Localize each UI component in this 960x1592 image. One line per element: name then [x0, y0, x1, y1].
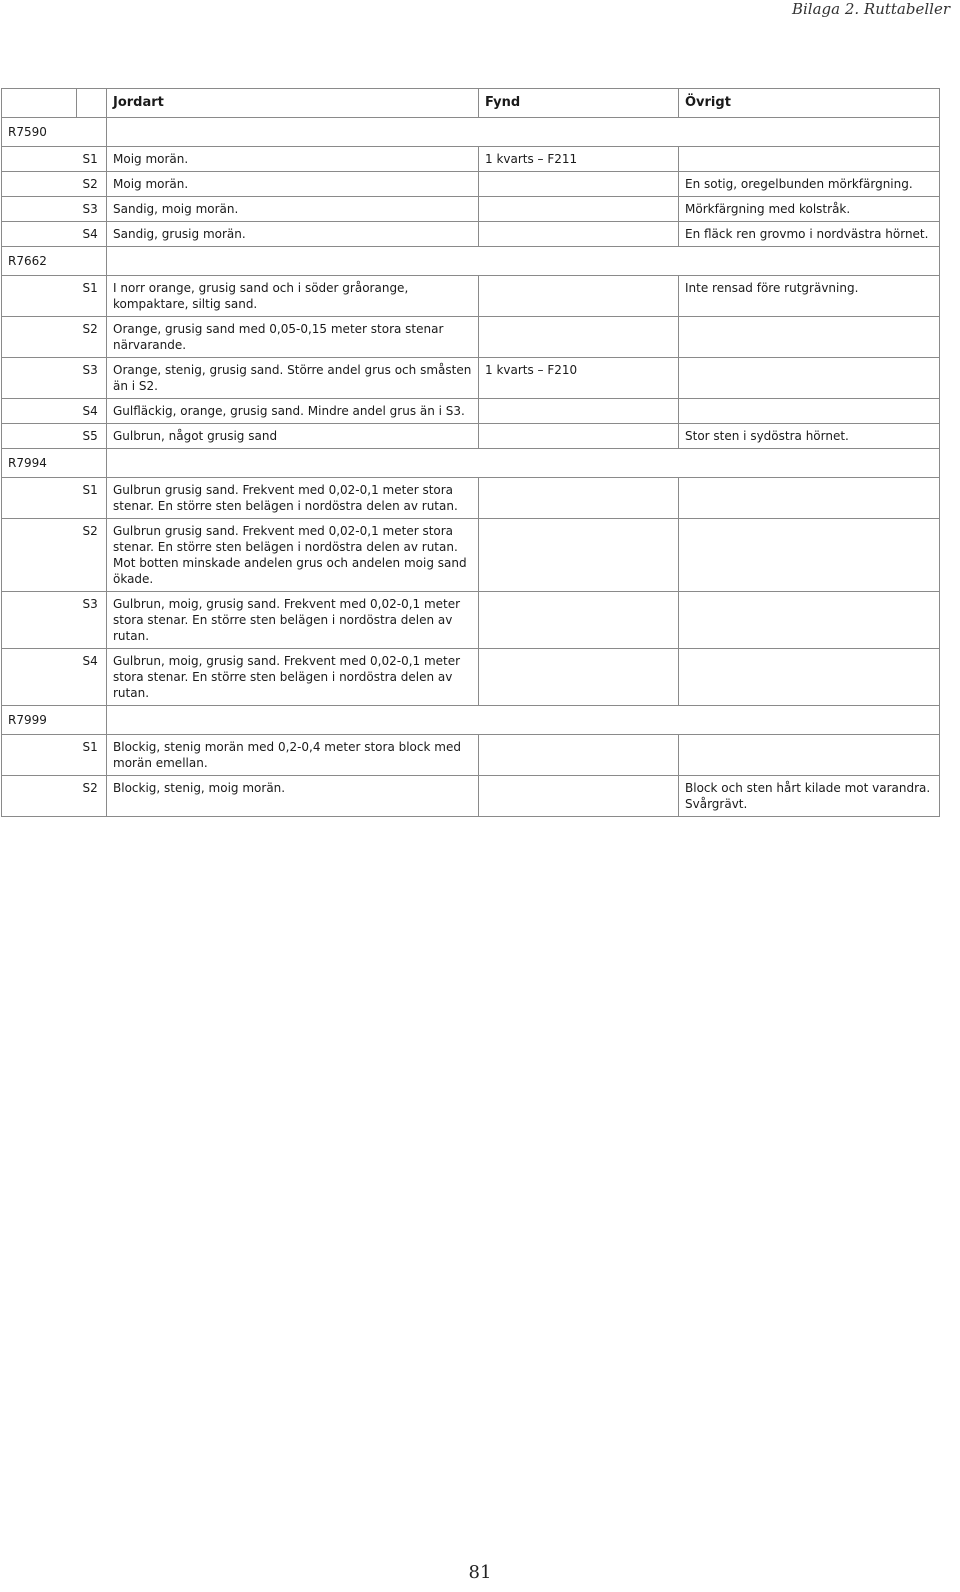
section-id: S1: [77, 147, 107, 172]
rute-blank: [107, 706, 940, 735]
jordart-cell: Orange, stenig, grusig sand. Större andel grus och småsten än i S2.: [107, 358, 479, 399]
ovrigt-cell: [679, 519, 940, 592]
fynd-cell: 1 kvarts – F210: [479, 358, 679, 399]
indent-cell: [2, 276, 77, 317]
table-body: [2, 118, 940, 817]
rute-id: R7662: [2, 247, 107, 276]
running-head: Bilaga 2. Ruttabeller: [791, 0, 950, 18]
rute-row: [2, 118, 940, 147]
section-id: S4: [77, 649, 107, 706]
ovrigt-cell: Block och sten hårt kilade mot varandra. Svårgrävt.: [679, 776, 940, 817]
rute-id: R7590: [2, 118, 107, 147]
fynd-cell: [479, 276, 679, 317]
jordart-cell: Sandig, grusig morän.: [107, 222, 479, 247]
ovrigt-cell: [679, 317, 940, 358]
table-header-row: [2, 89, 940, 118]
ovrigt-cell: Mörkfärgning med kolstråk.: [679, 197, 940, 222]
indent-cell: [2, 399, 77, 424]
table-row: [2, 147, 940, 172]
fynd-cell: [479, 424, 679, 449]
jordart-cell: Moig morän.: [107, 172, 479, 197]
rute-blank: [107, 247, 940, 276]
indent-cell: [2, 735, 77, 776]
section-id: S1: [77, 276, 107, 317]
section-id: S3: [77, 358, 107, 399]
table-row: [2, 358, 940, 399]
route-table: [1, 88, 940, 817]
table-row: [2, 776, 940, 817]
jordart-cell: Gulbrun, moig, grusig sand. Frekvent med 0,02-0,1 meter stora stenar. En större sten belägen i nordöstra delen av rutan.: [107, 592, 479, 649]
header-blank-sec: [77, 89, 107, 118]
jordart-cell: Gulbrun, moig, grusig sand. Frekvent med 0,02-0,1 meter stora stenar. En större sten belägen i nordöstra delen av rutan.: [107, 649, 479, 706]
section-id: S1: [77, 478, 107, 519]
jordart-cell: Gulbrun, något grusig sand: [107, 424, 479, 449]
indent-cell: [2, 519, 77, 592]
fynd-cell: [479, 399, 679, 424]
ovrigt-cell: En sotig, oregelbunden mörkfärgning.: [679, 172, 940, 197]
jordart-cell: Orange, grusig sand med 0,05-0,15 meter stora stenar närvarande.: [107, 317, 479, 358]
table-row: [2, 649, 940, 706]
fynd-cell: [479, 649, 679, 706]
fynd-cell: [479, 592, 679, 649]
section-id: S4: [77, 222, 107, 247]
fynd-cell: 1 kvarts – F211: [479, 147, 679, 172]
ovrigt-cell: [679, 735, 940, 776]
ovrigt-cell: [679, 147, 940, 172]
indent-cell: [2, 649, 77, 706]
rute-row: [2, 449, 940, 478]
section-id: S2: [77, 519, 107, 592]
ovrigt-cell: [679, 649, 940, 706]
jordart-cell: Gulbrun grusig sand. Frekvent med 0,02-0,1 meter stora stenar. En större sten belägen i nordöstra delen av rutan. Mot botten minskade andelen grus och andelen moig sand ökade.: [107, 519, 479, 592]
ovrigt-cell: [679, 478, 940, 519]
jordart-cell: Sandig, moig morän.: [107, 197, 479, 222]
indent-cell: [2, 776, 77, 817]
header-fynd: Fynd: [479, 89, 679, 118]
table-row: [2, 172, 940, 197]
section-id: S2: [77, 172, 107, 197]
fynd-cell: [479, 172, 679, 197]
fynd-cell: [479, 197, 679, 222]
fynd-cell: [479, 519, 679, 592]
table-row: [2, 735, 940, 776]
jordart-cell: Gulbrun grusig sand. Frekvent med 0,02-0,1 meter stora stenar. En större sten belägen i nordöstra delen av rutan.: [107, 478, 479, 519]
indent-cell: [2, 424, 77, 449]
table-row: [2, 276, 940, 317]
fynd-cell: [479, 222, 679, 247]
indent-cell: [2, 147, 77, 172]
rute-row: [2, 706, 940, 735]
header-jordart: Jordart: [107, 89, 479, 118]
section-id: S1: [77, 735, 107, 776]
table-row: [2, 399, 940, 424]
indent-cell: [2, 358, 77, 399]
fynd-cell: [479, 478, 679, 519]
section-id: S4: [77, 399, 107, 424]
header-ovrigt: Övrigt: [679, 89, 940, 118]
fynd-cell: [479, 776, 679, 817]
indent-cell: [2, 172, 77, 197]
jordart-cell: Moig morän.: [107, 147, 479, 172]
jordart-cell: Gulfläckig, orange, grusig sand. Mindre andel grus än i S3.: [107, 399, 479, 424]
indent-cell: [2, 222, 77, 247]
table-row: [2, 592, 940, 649]
table-row: [2, 478, 940, 519]
section-id: S5: [77, 424, 107, 449]
ovrigt-cell: [679, 399, 940, 424]
section-id: S3: [77, 592, 107, 649]
jordart-cell: Blockig, stenig morän med 0,2-0,4 meter stora block med morän emellan.: [107, 735, 479, 776]
section-id: S3: [77, 197, 107, 222]
table-row: [2, 222, 940, 247]
header-blank: [2, 89, 77, 118]
indent-cell: [2, 317, 77, 358]
ovrigt-cell: Inte rensad före rutgrävning.: [679, 276, 940, 317]
section-id: S2: [77, 317, 107, 358]
table-row: [2, 519, 940, 592]
ovrigt-cell: [679, 358, 940, 399]
jordart-cell: Blockig, stenig, moig morän.: [107, 776, 479, 817]
table-row: [2, 424, 940, 449]
indent-cell: [2, 478, 77, 519]
rute-blank: [107, 118, 940, 147]
page-number: 81: [468, 1562, 492, 1583]
table-row: [2, 317, 940, 358]
jordart-cell: I norr orange, grusig sand och i söder gråorange, kompaktare, siltig sand.: [107, 276, 479, 317]
fynd-cell: [479, 317, 679, 358]
rute-blank: [107, 449, 940, 478]
rute-id: R7999: [2, 706, 107, 735]
indent-cell: [2, 197, 77, 222]
ovrigt-cell: En fläck ren grovmo i nordvästra hörnet.: [679, 222, 940, 247]
indent-cell: [2, 592, 77, 649]
section-id: S2: [77, 776, 107, 817]
ovrigt-cell: [679, 592, 940, 649]
table-row: [2, 197, 940, 222]
rute-row: [2, 247, 940, 276]
fynd-cell: [479, 735, 679, 776]
rute-id: R7994: [2, 449, 107, 478]
ovrigt-cell: Stor sten i sydöstra hörnet.: [679, 424, 940, 449]
